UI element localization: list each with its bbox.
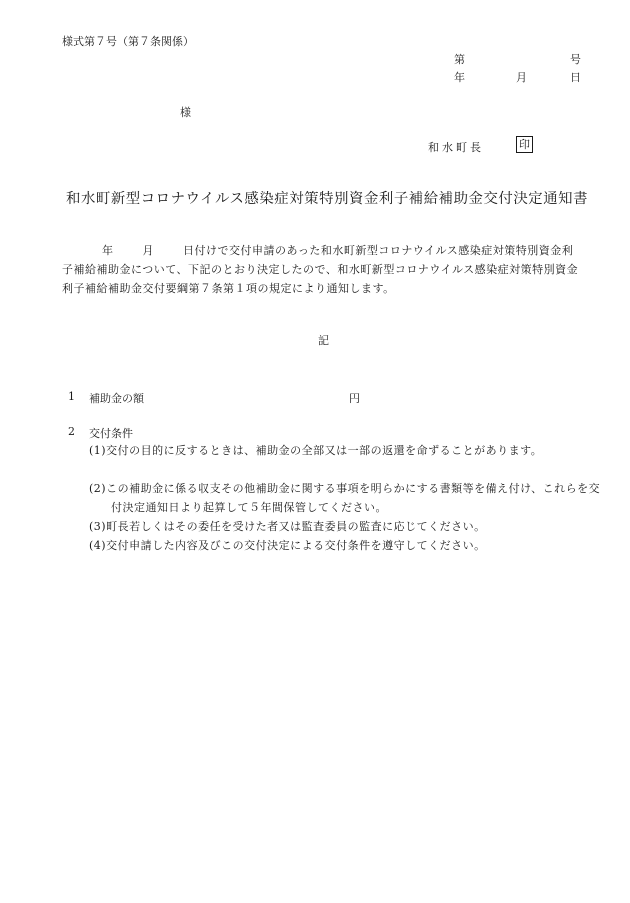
body-year-label: 年 [102,244,114,257]
subsidy-amount-label: 補助金の額 [89,392,144,405]
date-year-label: 年 [454,71,465,84]
item-2-number: 2 [68,425,75,438]
form-number: 様式第７号（第７条関係） [62,35,194,48]
document-title: 和水町新型コロナウイルス感染症対策特別資金利子補給補助金交付決定通知書 [66,191,589,207]
conditions-label: 交付条件 [89,427,133,440]
body-paragraph [62,241,584,298]
addressee-honorific: 様 [180,106,191,119]
item-1-number: 1 [68,390,75,403]
date-day-label: 日 [570,71,581,84]
body-month-label: 月 [142,244,154,257]
record-heading: 記 [318,334,329,347]
condition-item: (4)交付申請した内容及びこの交付決定による交付条件を遵守してください。 [89,539,486,552]
condition-item: (2)この補助金に係る収支その他補助金に関する事項を明らかにする書類等を備え付け、これらを交付決定通知日より起算して５年間保管してください。 [89,482,601,514]
seal-box: 印 [516,136,533,153]
issuer-name: 和水町長 [428,141,484,154]
document-number-suffix: 号 [570,53,581,66]
condition-item: (3)町長若しくはその委任を受けた者又は監査委員の監査に応じてください。 [89,520,486,533]
body-text: 日付けで交付申請のあった和水町新型コロナウイルス感染症対策特別資金利子補給補助金について、下記のとおり決定したので、和水町新型コロナウイルス感染症対策特別資金利子補給補助金交付要綱第７条第１項の規定により通知します。 [62,244,579,295]
subsidy-amount-unit: 円 [349,392,360,405]
document-number-prefix: 第 [454,53,465,66]
condition-item: (1)交付の目的に反するときは、補助金の全部又は一部の返還を命ずることがあります。 [89,444,543,457]
date-month-label: 月 [516,71,527,84]
